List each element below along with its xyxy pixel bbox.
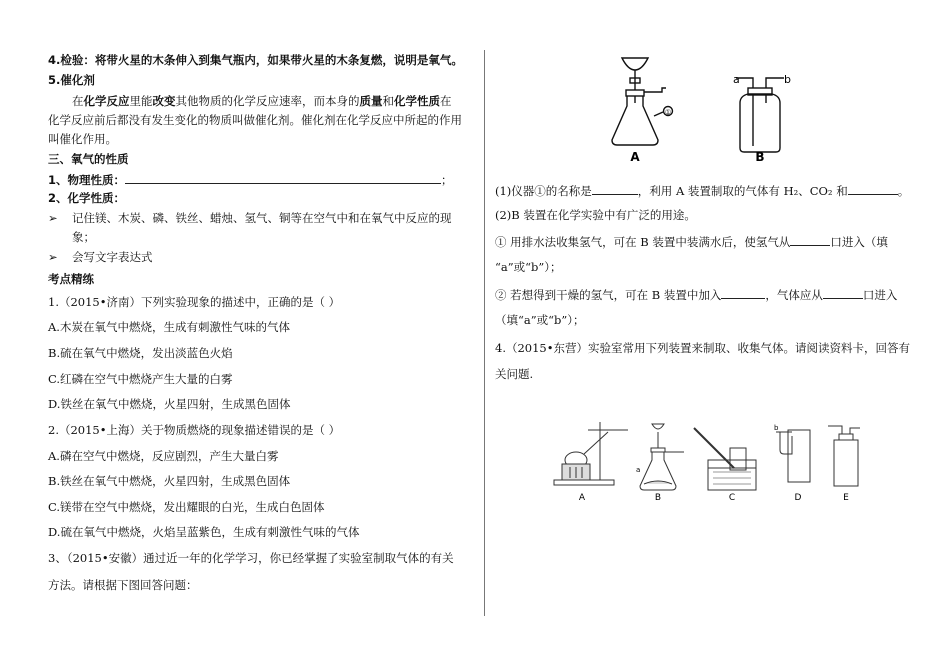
question2-option-c: C.镁带在空气中燃烧，发出耀眼的白光，生成白色固体 xyxy=(48,500,325,514)
figure-a-label: A xyxy=(630,150,640,164)
question1-option-d: D.铁丝在氧气中燃烧，火星四射，生成黑色固体 xyxy=(48,397,291,411)
bullet-item xyxy=(48,249,58,265)
blank-underline xyxy=(823,286,863,299)
apparatus-label-d: D xyxy=(794,493,802,503)
column-divider xyxy=(484,50,485,616)
text: ① 用排水法收集氢气，可在 B 装置中装满水后，使氢气从 xyxy=(495,235,791,249)
water-trough-apparatus xyxy=(694,428,756,490)
apparatus-label-b: B xyxy=(654,493,662,503)
apparatus-figure-ae xyxy=(548,412,868,504)
text: 在 xyxy=(440,94,452,108)
oxygen-test-line: 4.检验：将带火星的木条伸入到集气瓶内，如果带火星的木条复燃，说明是氧气。 xyxy=(48,53,463,67)
apparatus-label-e: E xyxy=(843,493,849,503)
blank-underline xyxy=(592,182,638,195)
text: 其他物质的化学反应速率，而本身的 xyxy=(175,94,360,108)
upright-bottle-apparatus xyxy=(828,426,860,486)
heating-apparatus xyxy=(554,422,628,485)
figure-b-label: B xyxy=(755,150,765,164)
arrow-bullet-icon: ➢ xyxy=(48,250,58,264)
question2-option-b: B.铁丝在氧气中燃烧，火星四射，生成黑色固体 xyxy=(48,474,291,488)
part2-line: (2)B 装置在化学实验中有广泛的用途。 xyxy=(495,208,696,222)
question4-line1: 4.（2015•东营）实验室常用下列装置来制取、收集气体。请阅读资料卡，回答有 xyxy=(495,341,911,355)
flask-funnel-apparatus xyxy=(640,424,684,490)
question1-option-c: C.红磷在空气中燃烧产生大量的白雾 xyxy=(48,372,233,386)
port-a-label: a xyxy=(733,73,740,86)
question2-option-a: A.磷在空气中燃烧，反应剧烈，产生大量白雾 xyxy=(48,449,279,463)
part3-line2: “a”或“b”）； xyxy=(495,260,562,274)
text: (1)仪器①的名称是 xyxy=(495,184,592,198)
catalyst-heading: 5.催化剂 xyxy=(48,73,95,87)
question1: 1.（2015•济南）下列实验现象的描述中，正确的是（ ） xyxy=(48,295,341,309)
part3-line1 xyxy=(495,233,888,250)
question1-option-b: B.硫在氧气中燃烧，发出淡蓝色火焰 xyxy=(48,346,233,360)
flask-with-funnel xyxy=(612,58,673,145)
text: 口进入 xyxy=(862,288,898,302)
apparatus-figure-ab xyxy=(600,48,800,168)
text: 口进入（填 xyxy=(830,235,888,249)
part4-line1 xyxy=(495,286,897,303)
blank-underline xyxy=(721,286,765,299)
text: 和 xyxy=(382,94,394,108)
physical-properties-line xyxy=(48,171,453,188)
apparatus-label-a: A xyxy=(578,493,586,503)
arrow-bullet-icon: ➢ xyxy=(48,211,58,225)
port-b-label: b xyxy=(784,73,791,86)
bullet1-line1: 记住镁、木炭、磷、铁丝、蜡烛、氢气、铜等在空气中和在氧气中反应的现 xyxy=(72,211,452,225)
part4-line2: （填“a”或“b”）； xyxy=(495,313,585,327)
blank-underline xyxy=(790,233,830,246)
question1-option-a: A.木炭在氧气中燃烧，生成有刺激性气味的气体 xyxy=(48,320,290,334)
text: 在 xyxy=(72,94,84,108)
section-oxygen-properties: 三、氧气的性质 xyxy=(48,152,129,166)
text-bold: 质量 xyxy=(359,94,383,108)
question2-option-d: D.硫在氧气中燃烧，火焰呈蓝紫色，生成有刺激性气味的气体 xyxy=(48,525,360,539)
blank-underline xyxy=(848,182,898,195)
bullet2: 会写文字表达式 xyxy=(72,250,153,264)
chemical-properties-label: 2、化学性质： xyxy=(48,191,126,205)
question2: 2.（2015•上海）关于物质燃烧的现象描述错误的是（ ） xyxy=(48,423,341,437)
text-bold: 化学反应 xyxy=(83,94,130,108)
question4-line2: 关问题. xyxy=(495,367,534,381)
text-bold: 改变 xyxy=(152,94,176,108)
text: ，利用 A 装置制取的气体有 H₂、CO₂ 和 xyxy=(637,184,848,198)
apparatus-b-small-label: b xyxy=(774,424,779,432)
text: 。 xyxy=(897,184,910,198)
catalyst-definition-line3: 叫催化作用。 xyxy=(48,132,117,146)
practice-heading: 考点精练 xyxy=(48,272,94,286)
question3-line2: 方法。请根据下图回答问题： xyxy=(48,578,198,592)
catalyst-definition-line1 xyxy=(72,93,452,109)
text: ； xyxy=(441,173,453,187)
inverted-bottle-apparatus xyxy=(776,430,810,482)
apparatus-label-c: C xyxy=(728,493,736,503)
part1-line xyxy=(495,182,909,199)
question3-line1: 3、（2015•安徽）通过近一年的化学学习，你已经掌握了实验室制取气体的有关 xyxy=(48,551,454,565)
catalyst-definition-line2: 化学反应前后都没有发生变化的物质叫做催化剂。催化剂在化学反应中所起的作用 xyxy=(48,113,462,127)
bullet1-line2: 象； xyxy=(72,230,95,244)
text: ，气体应从 xyxy=(765,288,823,302)
apparatus-a-small-label: a xyxy=(636,466,641,474)
physical-properties-label: 1、物理性质： xyxy=(48,173,126,187)
text-bold: 化学性质 xyxy=(394,94,440,108)
gas-bottle xyxy=(736,78,784,152)
text: 里能 xyxy=(129,94,153,108)
marker-1: ① xyxy=(664,108,672,117)
bullet-item xyxy=(48,210,58,226)
blank-underline xyxy=(125,171,441,184)
text: ② 若想得到干燥的氢气，可在 B 装置中加入 xyxy=(495,288,722,302)
